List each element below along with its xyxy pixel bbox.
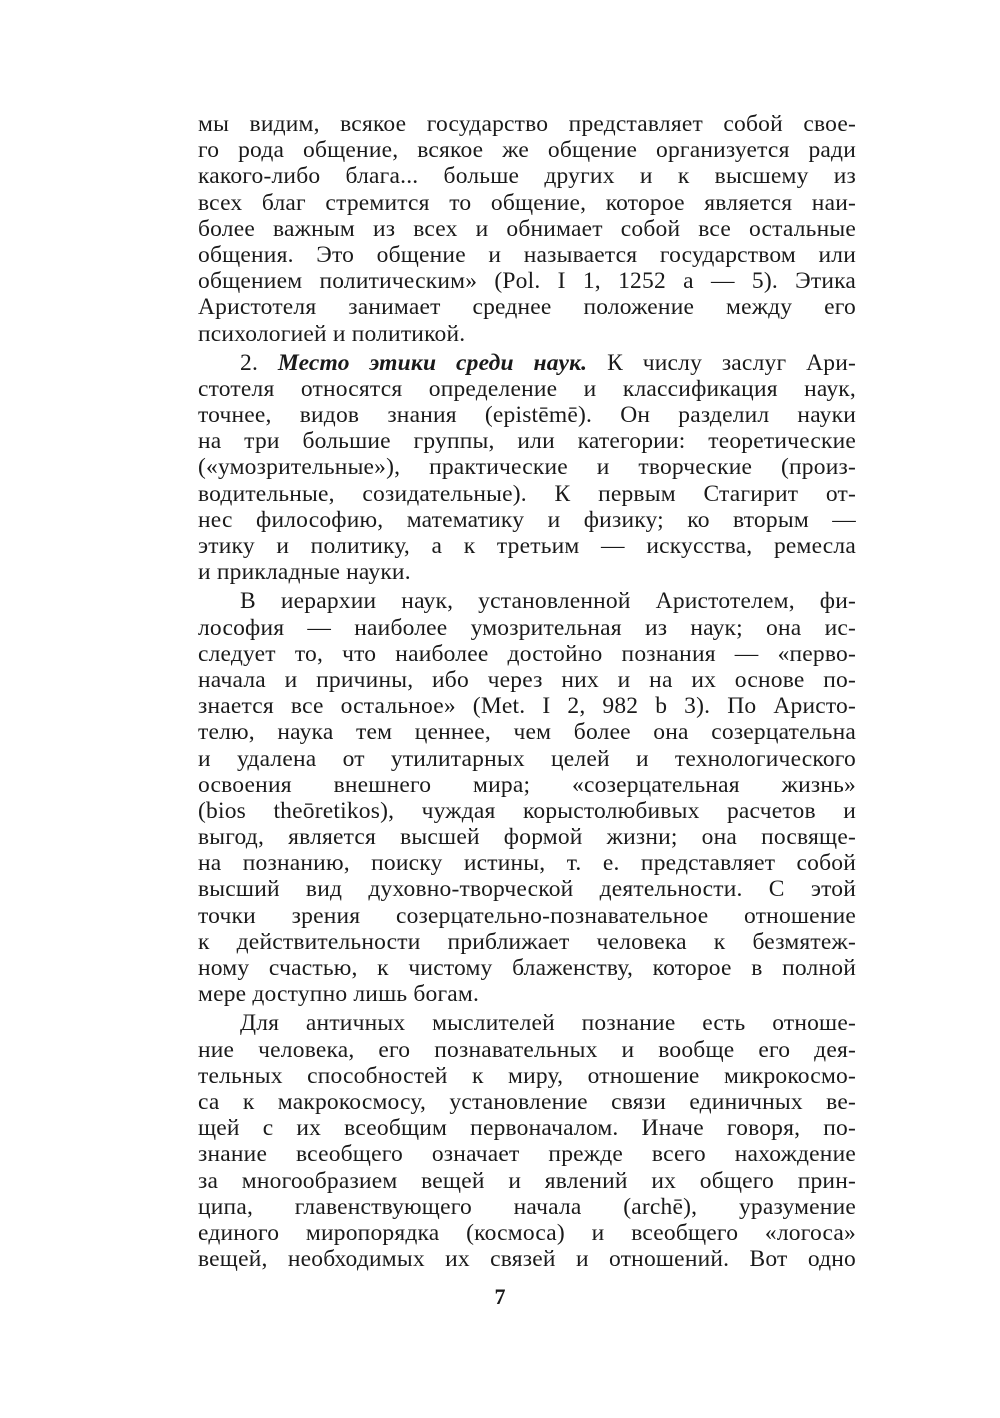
page-number: 7 bbox=[494, 1284, 506, 1309]
text-line: мы видим, всякое государство представляет собой свое- bbox=[198, 111, 856, 137]
text-line: единого миропорядка (космоса) и всеобщего «логоса» bbox=[198, 1219, 856, 1246]
text-line: Аристотеля занимает среднее положение между его bbox=[198, 294, 856, 321]
text-line: ному счастью, к чистому блаженству, которое в полной bbox=[198, 955, 856, 981]
section-heading-line bbox=[198, 350, 856, 376]
text-line: (bios theōretikos), чуждая корыстолюбивых расчетов и bbox=[198, 797, 856, 824]
text-line: К числу заслуг Ари- bbox=[607, 349, 856, 376]
text-line: на три большие группы, или категории: теоретические bbox=[198, 428, 856, 455]
text-line: общения. Это общение и называется государством или bbox=[198, 241, 856, 268]
text-line: знается все остальное» (Met. I 2, 982 b 3). По Аристо- bbox=[198, 693, 856, 720]
text-line: выгод, является высшей формой жизни; она посвяще- bbox=[198, 824, 856, 851]
text-line: («умозрительные»), практические и творческие (произ- bbox=[198, 454, 856, 481]
text-line: щей с их всеобщим первоначалом. Иначе говоря, по- bbox=[198, 1115, 856, 1142]
paragraph-1 bbox=[198, 111, 856, 347]
section-title: Место этики среди наук. bbox=[277, 349, 588, 376]
section-number: 2. bbox=[240, 349, 259, 376]
paragraph-2 bbox=[198, 350, 856, 586]
text-line: мере доступно лишь богам. bbox=[198, 981, 480, 1008]
text-line: го рода общение, всякое же общение организуется ради bbox=[198, 137, 856, 164]
text-line: за многообразием вещей и явлений их общего прин- bbox=[198, 1167, 856, 1194]
paragraph-4 bbox=[198, 1010, 856, 1272]
text-line: са к макрокосмосу, установление связи единичных ве- bbox=[198, 1088, 856, 1115]
text-line: следует то, что наиболее достойно познания — «перво- bbox=[198, 640, 856, 667]
text-line: водительные, созидательные). К первым Стагирит от- bbox=[198, 480, 856, 507]
text-line: начала и причины, ибо через них и на их основе по- bbox=[198, 666, 856, 693]
text-line: знание всеобщего означает прежде всего нахождение bbox=[198, 1141, 856, 1168]
text-line: высший вид духовно-творческой деятельности. С этой bbox=[198, 876, 856, 903]
text-line: какого-либо блага... больше других и к высшему из bbox=[198, 163, 856, 190]
text-line: телю, наука тем ценнее, чем более она созерцательна bbox=[198, 719, 856, 746]
text-line: и удалена от утилитарных целей и технологического bbox=[198, 745, 856, 772]
text-line: точнее, видов знания (epistēmē). Он разделил науки bbox=[198, 402, 856, 429]
paragraph-3 bbox=[198, 588, 856, 1007]
text-line: всех благ стремится то общение, которое является наи- bbox=[198, 189, 856, 216]
text-line: нес философию, математику и физику; ко вторым — bbox=[198, 506, 856, 533]
text-line: и прикладные науки. bbox=[198, 559, 411, 586]
text-line: В иерархии наук, установленной Аристотелем, фи- bbox=[240, 588, 856, 615]
text-line: Для античных мыслителей познание есть отноше- bbox=[240, 1010, 856, 1037]
text-line: лософия — наиболее умозрительная из наук; она ис- bbox=[198, 614, 856, 641]
text-line: психологией и политикой. bbox=[198, 320, 466, 347]
text-line: освоения внешнего мира; «созерцательная жизнь» bbox=[198, 771, 856, 798]
text-line: более важным из всех и обнимает собой все остальные bbox=[198, 215, 856, 242]
text-line: к действительности приближает человека к безмятеж- bbox=[198, 928, 856, 955]
text-line: этику и политику, а к третьим — искусства, ремесла bbox=[198, 533, 856, 559]
text-line: на познанию, поиску истины, т. е. представляет собой bbox=[198, 850, 856, 877]
text-line: стотеля относятся определение и классификация наук, bbox=[198, 375, 856, 402]
text-line: вещей, необходимых их связей и отношений. Вот одно bbox=[198, 1246, 856, 1273]
text-line: тельных способностей к миру, отношение микрокосмо- bbox=[198, 1062, 856, 1089]
text-line: ципа, главенствующего начала (archē), уразумение bbox=[198, 1193, 856, 1220]
text-line: точки зрения созерцательно-познавательное отношение bbox=[198, 902, 856, 929]
text-line: ние человека, его познавательных и вообще его дея- bbox=[198, 1036, 856, 1063]
page-body bbox=[198, 111, 856, 1272]
text-line: общением политическим» (Pol. I 1, 1252 a — 5). Этика bbox=[198, 268, 856, 295]
